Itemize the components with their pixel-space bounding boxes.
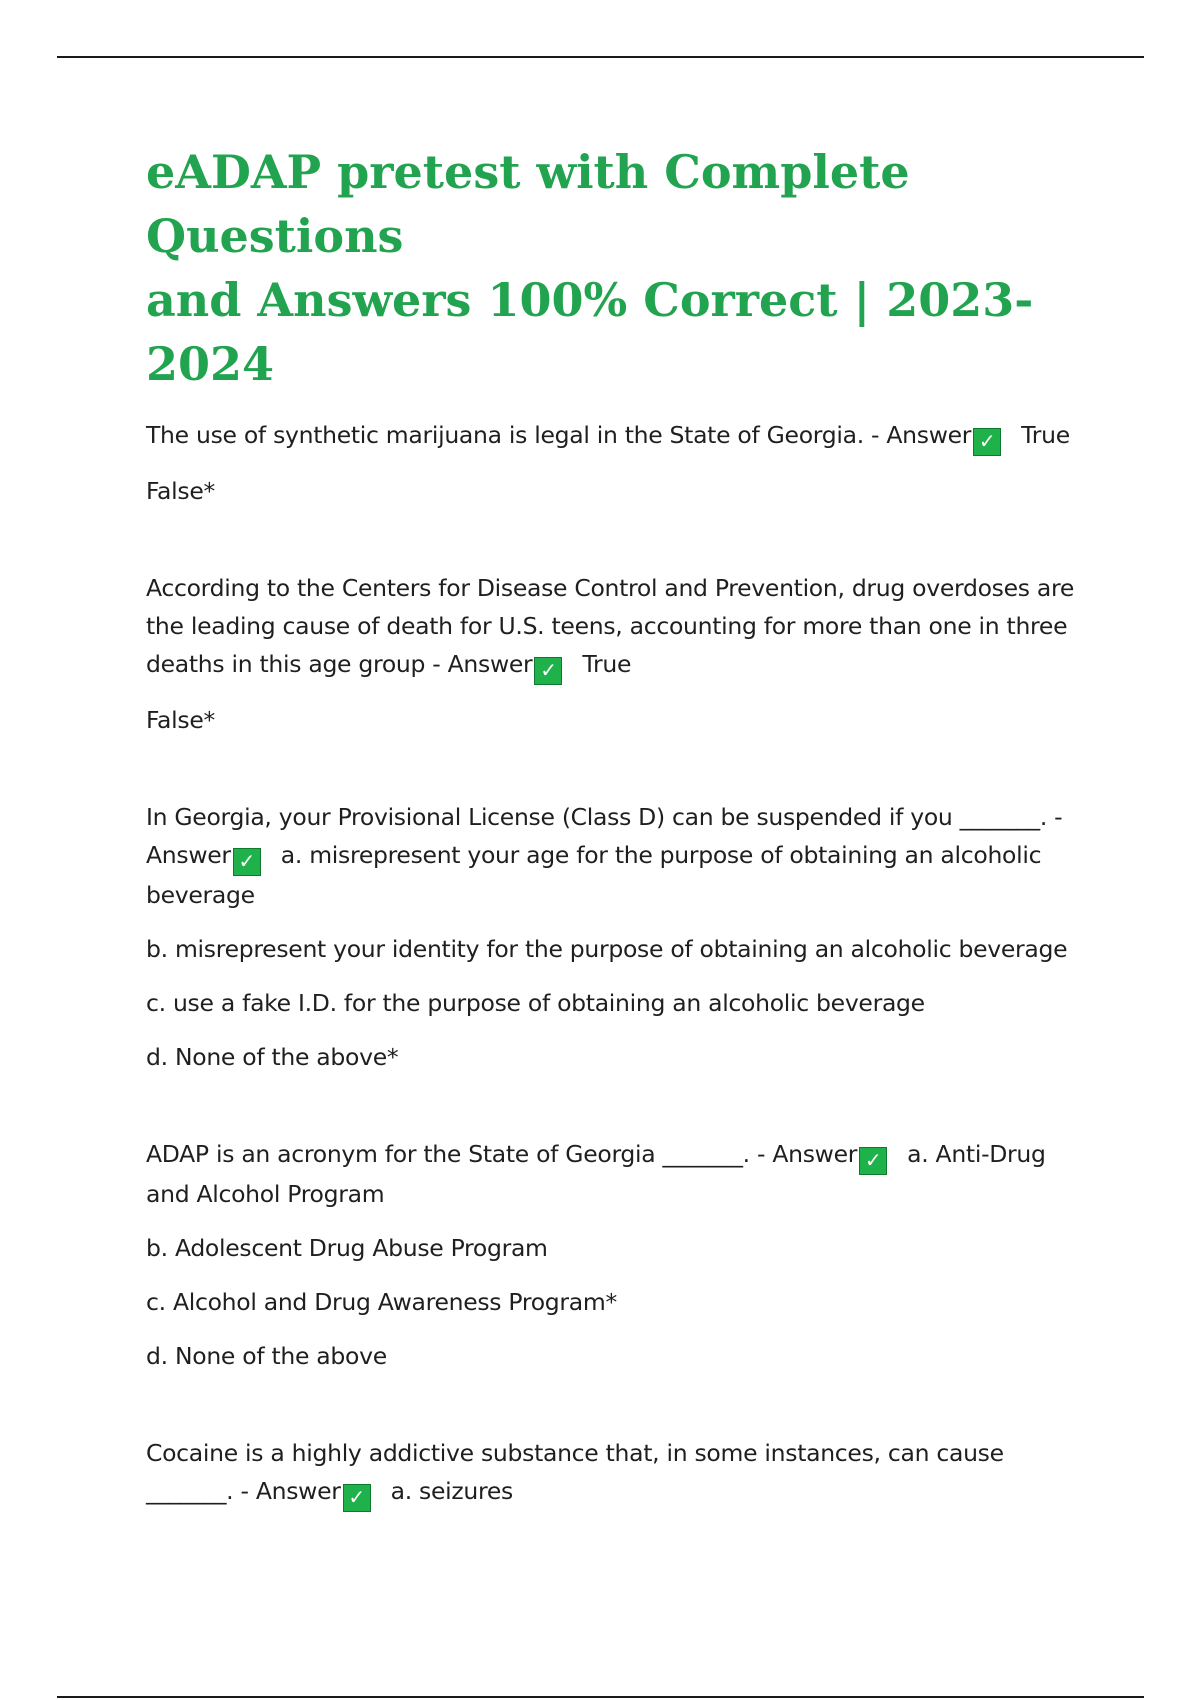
qa-item-3 xyxy=(146,798,1086,1076)
check-mark-icon: ✓ xyxy=(343,1484,371,1512)
bottom-divider xyxy=(57,1696,1144,1698)
check-mark-icon: ✓ xyxy=(233,848,261,876)
answer-text: True xyxy=(582,650,632,678)
title-line-1: eADAP pretest with Complete Questions xyxy=(146,145,910,263)
question-text: The use of synthetic marijuana is legal in the State of Georgia. - Answer ✓ True xyxy=(146,416,1086,456)
qa-item-4 xyxy=(146,1135,1086,1375)
qa-item-2 xyxy=(146,569,1086,739)
document-body xyxy=(146,140,1086,1512)
question-text: According to the Centers for Disease Control and Prevention, drug overdoses are the leading cause of death for U.S. teens, accounting for more than one in three deaths in this age group - Answer ✓ True xyxy=(146,569,1086,685)
answer-option: False* xyxy=(146,477,215,505)
question-text: Cocaine is a highly addictive substance that, in some instances, can cause _______. - Answer ✓ a. seizures xyxy=(146,1434,1086,1512)
answer-text: True xyxy=(1021,421,1070,449)
check-mark-icon: ✓ xyxy=(973,428,1001,456)
title-line-2: and Answers 100% Correct | 2023-2024 xyxy=(146,273,1034,391)
answer-option: b. Adolescent Drug Abuse Program xyxy=(146,1234,548,1262)
answer-option: d. None of the above* xyxy=(146,1043,399,1071)
answer-text: a. Anti-Drug and Alcohol Program xyxy=(146,1140,1046,1208)
answer-option: False* xyxy=(146,706,215,734)
answer-text: a. misrepresent your age for the purpose of obtaining an alcoholic beverage xyxy=(146,841,1042,909)
question-text: ADAP is an acronym for the State of Georgia _______. - Answer ✓ a. Anti-Drug and Alcohol Program xyxy=(146,1140,1046,1208)
question-text: In Georgia, your Provisional License (Class D) can be suspended if you _______. - Answer ✓ a. misrepresent your age for the purpose of obtaining an alcoholic beverage xyxy=(146,803,1063,909)
answer-option: b. misrepresent your identity for the purpose of obtaining an alcoholic beverage xyxy=(146,935,1068,963)
check-mark-icon: ✓ xyxy=(534,657,562,685)
answer-option: c. use a fake I.D. for the purpose of obtaining an alcoholic beverage xyxy=(146,989,925,1017)
page-title xyxy=(146,140,1086,396)
answer-text: a. seizures xyxy=(390,1477,513,1505)
top-divider xyxy=(57,56,1144,58)
answer-option: d. None of the above xyxy=(146,1342,387,1370)
qa-item-5 xyxy=(146,1434,1086,1512)
check-mark-icon: ✓ xyxy=(859,1147,887,1175)
qa-item-1 xyxy=(146,416,1086,510)
answer-option: c. Alcohol and Drug Awareness Program* xyxy=(146,1288,617,1316)
